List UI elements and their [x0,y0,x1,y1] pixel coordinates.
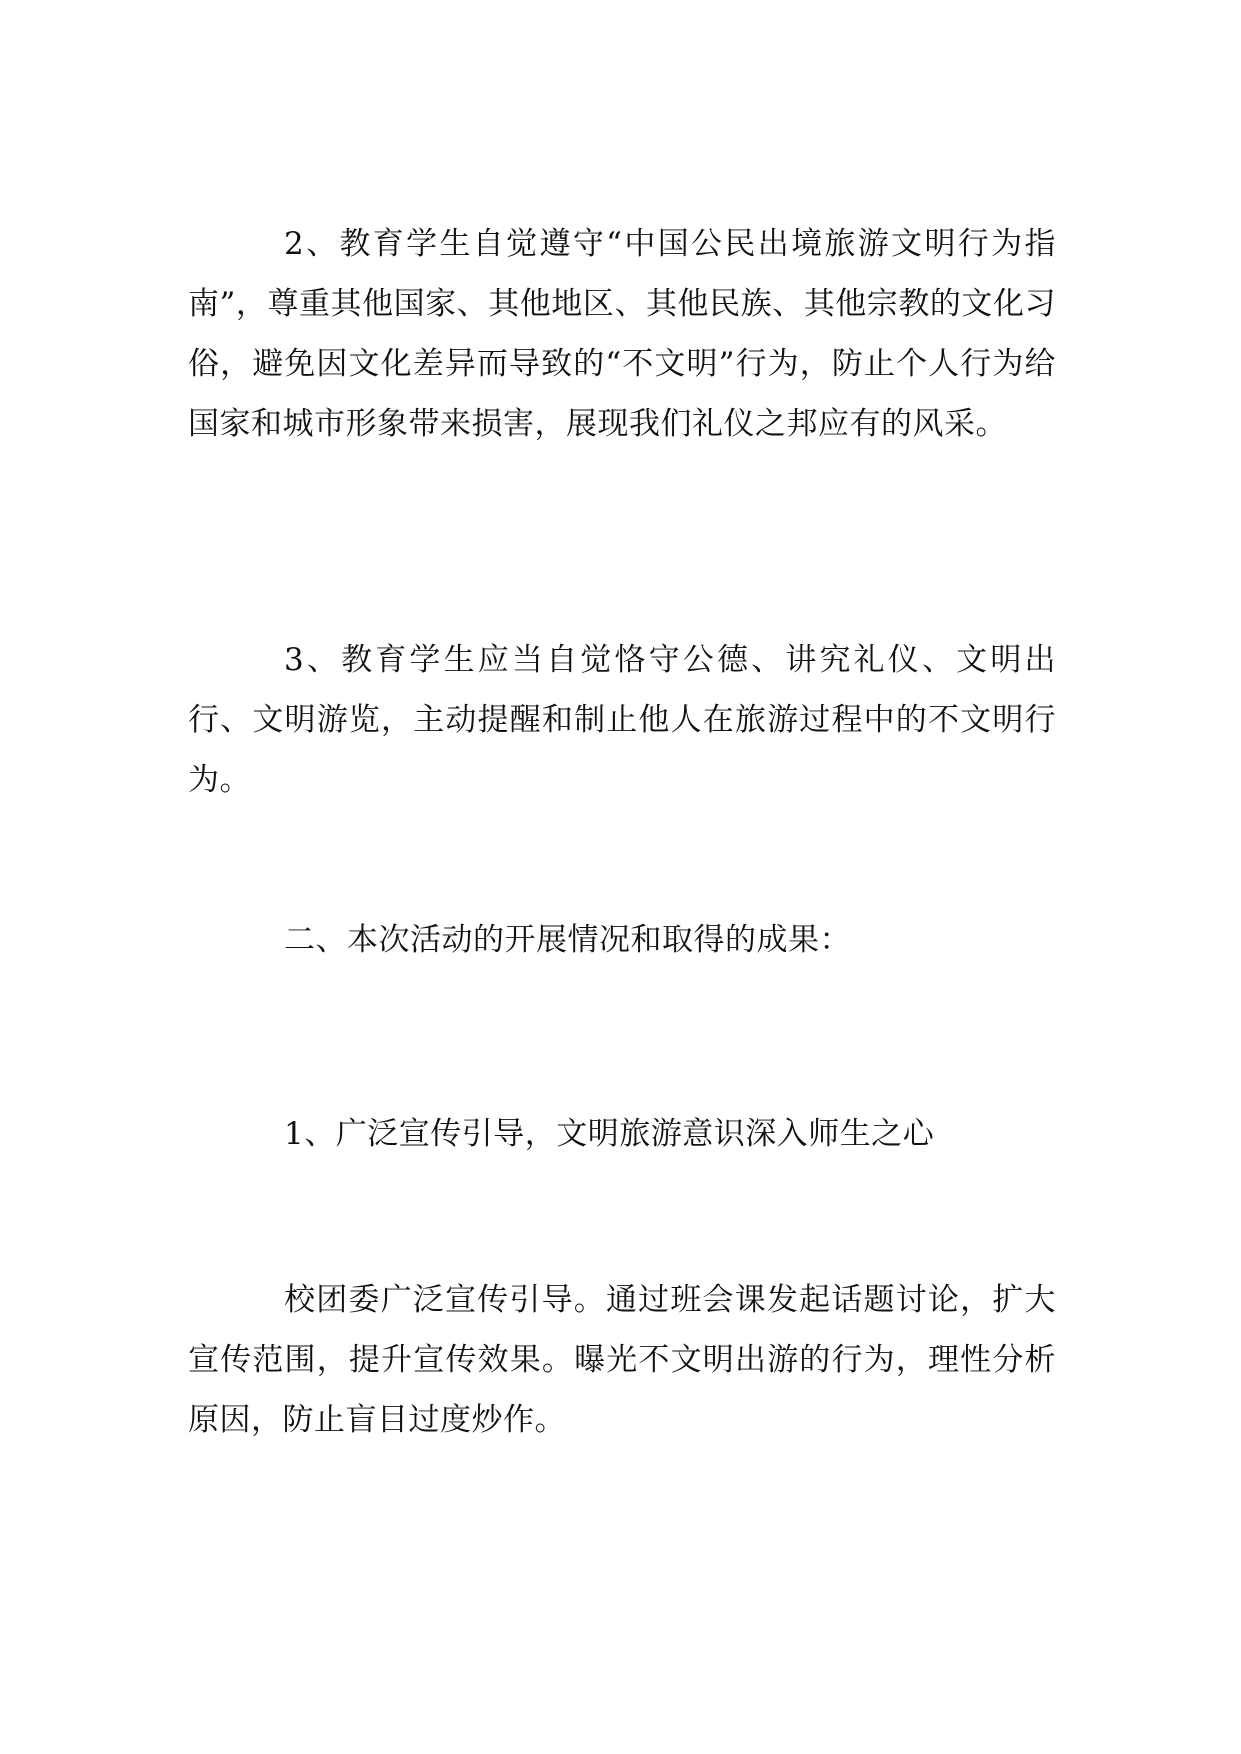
paragraph-guideline-compliance: 2、教育学生自觉遵守“中国公民出境旅游文明行为指南”，尊重其他国家、其他地区、其他民族、其他宗教的文化习俗，避免因文化差异而导致的“不文明”行为，防止个人行为给国家和城市形象带来损害，展现我们礼仪之邦应有的风采。 [188,226,1056,442]
paragraph-league-committee-publicity: 校团委广泛宣传引导。通过班会课发起话题讨论，扩大宣传范围，提升宣传效果。曝光不文明出游的行为，理性分析原因，防止盲目过度炒作。 [188,1282,1056,1438]
section-heading-activity-results: 二、本次活动的开展情况和取得的成果： [284,922,851,958]
subheading-publicity-guidance: 1、广泛宣传引导，文明旅游意识深入师生之心 [284,1116,935,1152]
paragraph-public-morality: 3、教育学生应当自觉恪守公德、讲究礼仪、文明出行、文明游览，主动提醒和制止他人在旅游过程中的不文明行为。 [188,642,1056,798]
